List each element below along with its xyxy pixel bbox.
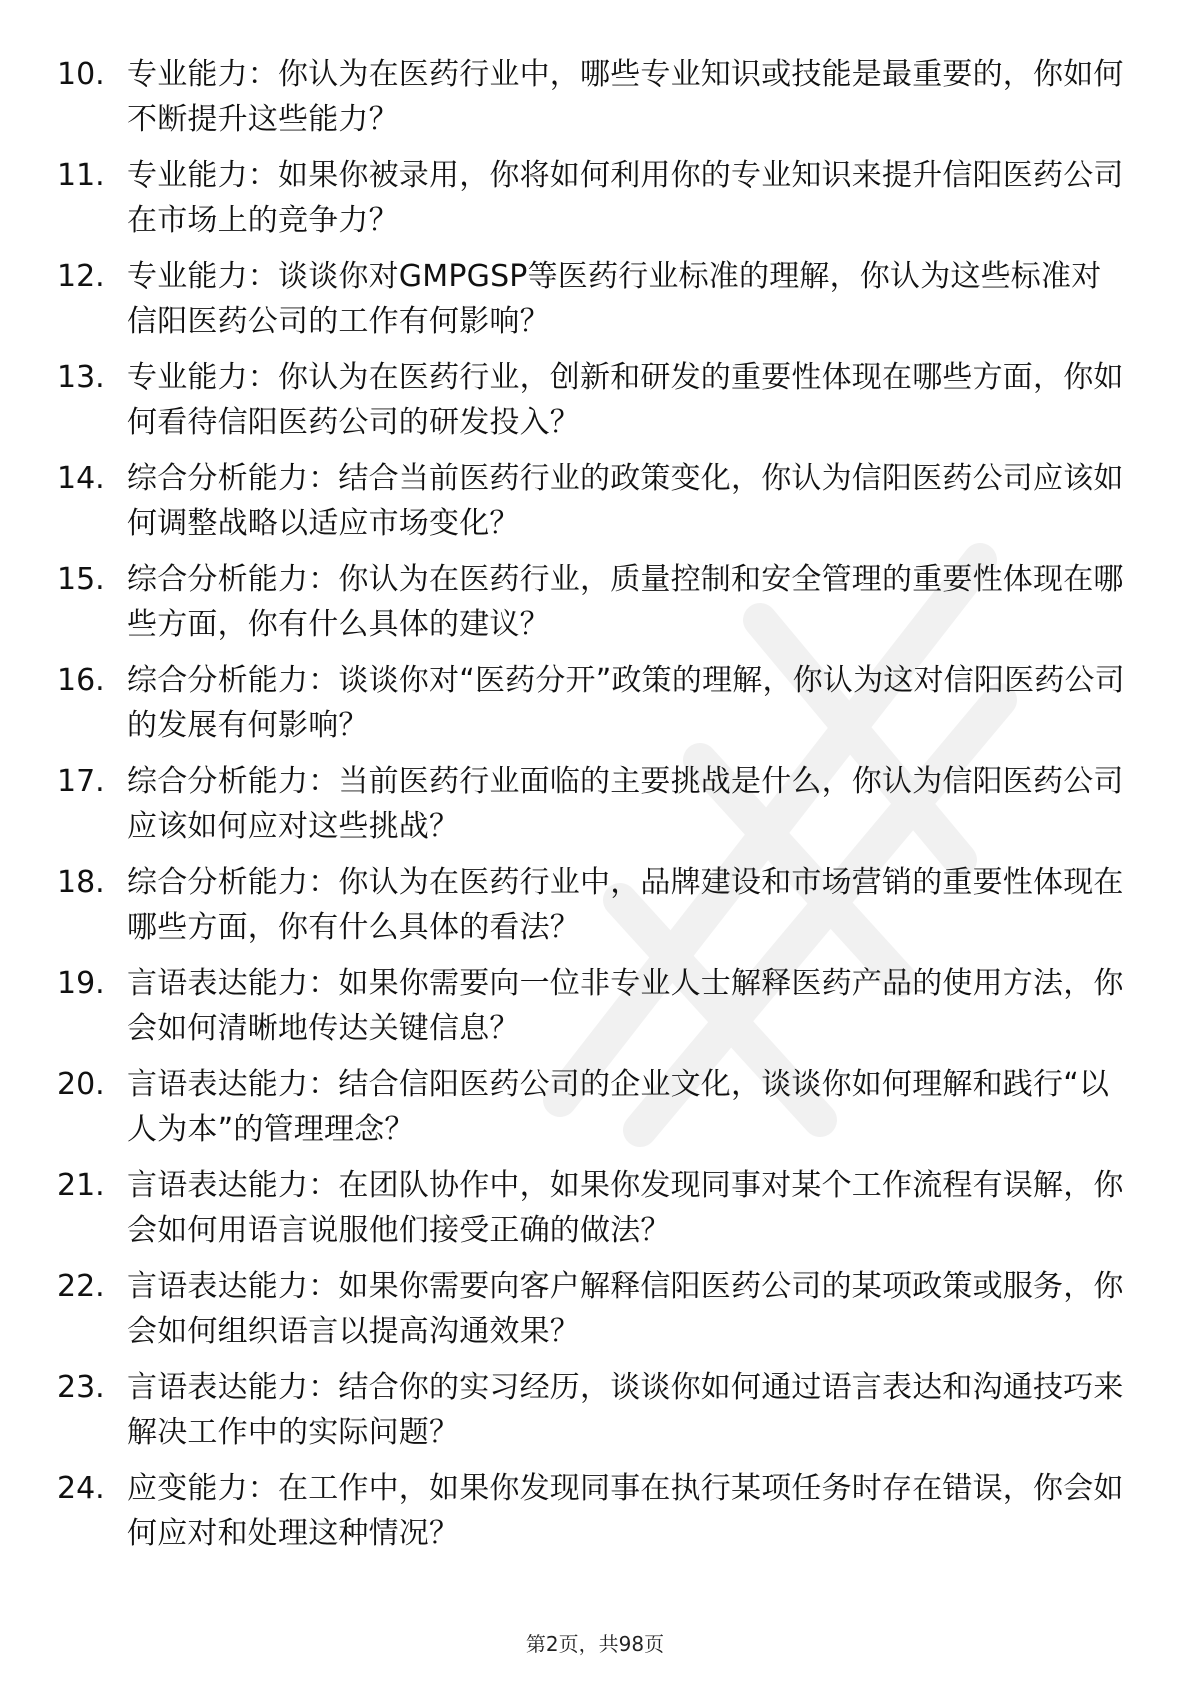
question-item — [0, 557, 1190, 658]
question-list — [0, 52, 1190, 1567]
question-item — [0, 961, 1190, 1062]
question-item — [0, 153, 1190, 254]
question-number: 14. — [57, 461, 105, 496]
question-number: 11. — [57, 158, 105, 193]
question-number: 17. — [57, 764, 105, 799]
question-number: 16. — [57, 663, 105, 698]
question-item — [0, 860, 1190, 961]
question-item — [0, 1365, 1190, 1466]
question-number: 20. — [57, 1067, 105, 1102]
question-text: 专业能力：谈谈你对GMPGSP等医药行业标准的理解，你认为这些标准对信阳医药公司的工作有何影响？ — [127, 259, 1102, 339]
question-number: 23. — [57, 1370, 105, 1405]
question-text: 言语表达能力：结合你的实习经历，谈谈你如何通过语言表达和沟通技巧来解决工作中的实际问题？ — [127, 1370, 1124, 1450]
question-text: 专业能力：你认为在医药行业中，哪些专业知识或技能是最重要的，你如何不断提升这些能力？ — [127, 57, 1124, 137]
question-text: 综合分析能力：你认为在医药行业，质量控制和安全管理的重要性体现在哪些方面，你有什么具体的建议？ — [127, 562, 1124, 642]
question-text: 言语表达能力：如果你需要向一位非专业人士解释医药产品的使用方法，你会如何清晰地传达关键信息？ — [127, 966, 1124, 1046]
question-number: 13. — [57, 360, 105, 395]
question-item — [0, 759, 1190, 860]
question-number: 24. — [57, 1471, 105, 1506]
question-number: 21. — [57, 1168, 105, 1203]
question-text: 综合分析能力：当前医药行业面临的主要挑战是什么，你认为信阳医药公司应该如何应对这些挑战？ — [127, 764, 1124, 844]
question-text: 言语表达能力：结合信阳医药公司的企业文化，谈谈你如何理解和践行“以人为本”的管理理念？ — [127, 1067, 1110, 1147]
question-number: 19. — [57, 966, 105, 1001]
page-number-footer: 第2页，共98页 — [525, 1632, 665, 1656]
question-text: 应变能力：在工作中，如果你发现同事在执行某项任务时存在错误，你会如何应对和处理这种情况？ — [127, 1471, 1124, 1551]
question-item — [0, 1163, 1190, 1264]
question-item — [0, 1264, 1190, 1365]
question-number: 15. — [57, 562, 105, 597]
question-text: 专业能力：如果你被录用，你将如何利用你的专业知识来提升信阳医药公司在市场上的竞争力？ — [127, 158, 1124, 238]
question-text: 言语表达能力：在团队协作中，如果你发现同事对某个工作流程有误解，你会如何用语言说服他们接受正确的做法？ — [127, 1168, 1124, 1248]
question-text: 专业能力：你认为在医药行业，创新和研发的重要性体现在哪些方面，你如何看待信阳医药公司的研发投入？ — [127, 360, 1124, 440]
question-number: 18. — [57, 865, 105, 900]
question-item — [0, 456, 1190, 557]
question-item — [0, 254, 1190, 355]
question-text: 综合分析能力：谈谈你对“医药分开”政策的理解，你认为这对信阳医药公司的发展有何影响？ — [127, 663, 1125, 743]
question-item — [0, 1466, 1190, 1567]
question-item — [0, 355, 1190, 456]
question-item — [0, 52, 1190, 153]
question-text: 综合分析能力：结合当前医药行业的政策变化，你认为信阳医药公司应该如何调整战略以适应市场变化？ — [127, 461, 1124, 541]
question-number: 22. — [57, 1269, 105, 1304]
question-item — [0, 658, 1190, 759]
question-text: 综合分析能力：你认为在医药行业中，品牌建设和市场营销的重要性体现在哪些方面，你有什么具体的看法？ — [127, 865, 1124, 945]
question-number: 10. — [57, 57, 105, 92]
question-item — [0, 1062, 1190, 1163]
question-text: 言语表达能力：如果你需要向客户解释信阳医药公司的某项政策或服务，你会如何组织语言以提高沟通效果？ — [127, 1269, 1124, 1349]
question-number: 12. — [57, 259, 105, 294]
